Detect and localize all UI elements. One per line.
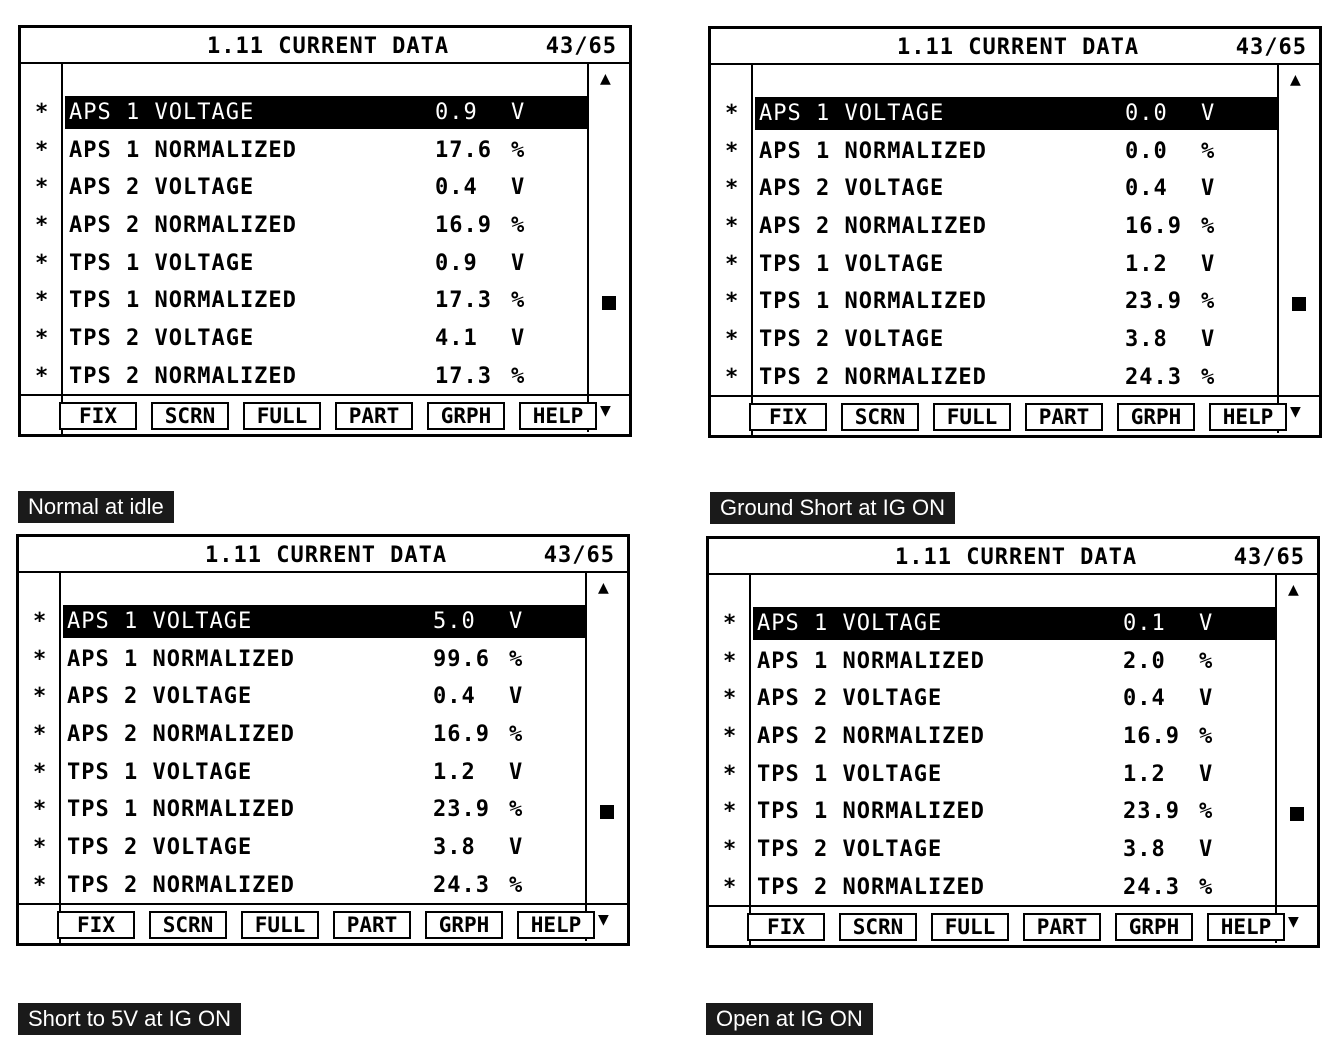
parameter-value: 16.9 [1123, 724, 1180, 750]
fix-marker-icon: * [35, 250, 49, 276]
parameter-unit: % [1199, 799, 1213, 825]
page-counter: 43/65 [1233, 545, 1305, 570]
parameter-value: 0.4 [1125, 176, 1168, 202]
fix-marker-icon: * [725, 214, 739, 240]
fix-marker-icon: * [35, 326, 49, 352]
parameter-value: 0.4 [433, 684, 476, 710]
data-list [709, 605, 1281, 907]
parameter-label: TPS 1 NORMALIZED [69, 288, 297, 314]
parameter-label: TPS 2 VOLTAGE [759, 327, 945, 353]
part-button[interactable]: PART [335, 402, 413, 430]
parameter-unit: % [509, 646, 523, 672]
parameter-value: 99.6 [433, 646, 490, 672]
parameter-unit: V [509, 759, 523, 785]
parameter-value: 24.3 [433, 872, 490, 898]
parameter-value: 24.3 [1125, 364, 1182, 390]
data-row[interactable] [21, 282, 593, 320]
softkey-bar [21, 394, 629, 434]
data-row[interactable] [21, 358, 593, 396]
data-row[interactable] [711, 246, 1283, 284]
parameter-label: APS 2 VOLTAGE [759, 176, 945, 202]
fix-marker-icon: * [33, 872, 47, 898]
parameter-label: APS 1 VOLTAGE [757, 611, 943, 636]
parameter-value: 3.8 [433, 835, 476, 861]
parameter-value: 0.0 [1125, 101, 1168, 126]
full-button[interactable]: FULL [241, 911, 319, 939]
data-row[interactable] [711, 359, 1283, 397]
parameter-value: 2.0 [1123, 648, 1166, 674]
parameter-unit: % [1199, 874, 1213, 900]
fix-marker-icon: * [35, 100, 49, 125]
parameter-label: APS 2 NORMALIZED [757, 724, 985, 750]
data-row[interactable] [711, 208, 1283, 246]
data-row[interactable] [19, 791, 591, 829]
data-row-selected[interactable] [709, 605, 1281, 643]
panel-caption: Ground Short at IG ON [710, 492, 955, 524]
fix-marker-icon: * [723, 724, 737, 750]
parameter-label: TPS 1 VOLTAGE [67, 759, 253, 785]
parameter-unit: V [509, 835, 523, 861]
parameter-unit: V [1201, 327, 1215, 353]
parameter-unit: % [1201, 289, 1215, 315]
parameter-label: TPS 1 NORMALIZED [757, 799, 985, 825]
data-row[interactable] [711, 170, 1283, 208]
fix-marker-icon: * [725, 138, 739, 164]
parameter-unit: V [1201, 101, 1215, 126]
parameter-unit: V [511, 175, 525, 201]
parameter-label: TPS 2 VOLTAGE [757, 837, 943, 863]
parameter-unit: V [509, 609, 523, 634]
fix-marker-icon: * [723, 761, 737, 787]
parameter-label: TPS 1 VOLTAGE [69, 250, 255, 276]
parameter-label: APS 1 VOLTAGE [69, 100, 255, 125]
parameter-label: APS 2 NORMALIZED [67, 722, 295, 748]
fix-button[interactable]: FIX [749, 403, 827, 431]
parameter-unit: V [1199, 611, 1213, 636]
fix-marker-icon: * [723, 837, 737, 863]
screen-title-bar [711, 29, 1319, 65]
parameter-unit: V [1201, 176, 1215, 202]
parameter-value: 23.9 [433, 797, 490, 823]
parameter-unit: V [1199, 837, 1213, 863]
parameter-unit: % [1199, 648, 1213, 674]
data-row[interactable] [709, 680, 1281, 718]
triangle-up-icon[interactable]: ▲ [1290, 69, 1301, 90]
data-row-selected[interactable] [19, 603, 591, 641]
data-row[interactable] [21, 245, 593, 283]
full-button[interactable]: FULL [243, 402, 321, 430]
help-button[interactable]: HELP [1207, 913, 1285, 941]
fix-marker-icon: * [33, 646, 47, 672]
parameter-value: 16.9 [433, 722, 490, 748]
fix-marker-icon: * [33, 722, 47, 748]
scanner-screen-open-circuit [706, 536, 1320, 948]
data-row[interactable] [19, 716, 591, 754]
parameter-unit: V [511, 250, 525, 276]
parameter-unit: V [511, 100, 525, 125]
softkey-bar [709, 905, 1317, 945]
fix-marker-icon: * [35, 288, 49, 314]
parameter-unit: % [511, 213, 525, 239]
parameter-label: TPS 1 NORMALIZED [759, 289, 987, 315]
fix-marker-icon: * [723, 799, 737, 825]
data-row[interactable] [711, 133, 1283, 171]
parameter-label: APS 1 VOLTAGE [759, 101, 945, 126]
parameter-label: TPS 2 NORMALIZED [757, 874, 985, 900]
grph-button[interactable]: GRPH [1117, 403, 1195, 431]
scroll-thumb[interactable] [602, 296, 616, 310]
parameter-unit: V [1201, 251, 1215, 277]
fix-marker-icon: * [35, 175, 49, 201]
data-row[interactable] [21, 320, 593, 358]
data-row[interactable] [709, 718, 1281, 756]
fix-marker-icon: * [723, 611, 737, 636]
parameter-label: TPS 2 NORMALIZED [759, 364, 987, 390]
screen-title: 1.11 CURRENT DATA [895, 545, 1138, 570]
parameter-label: APS 1 NORMALIZED [69, 137, 297, 163]
data-row[interactable] [709, 756, 1281, 794]
fix-marker-icon: * [723, 874, 737, 900]
fix-marker-icon: * [33, 684, 47, 710]
fix-button[interactable]: FIX [747, 913, 825, 941]
help-button[interactable]: HELP [1209, 403, 1287, 431]
data-row[interactable] [711, 321, 1283, 359]
page-counter: 43/65 [545, 34, 617, 59]
data-list [19, 603, 591, 905]
fix-marker-icon: * [723, 648, 737, 674]
parameter-label: APS 1 NORMALIZED [759, 138, 987, 164]
parameter-value: 16.9 [435, 213, 492, 239]
fix-button[interactable]: FIX [59, 402, 137, 430]
data-row[interactable] [709, 831, 1281, 869]
parameter-label: APS 1 NORMALIZED [757, 648, 985, 674]
parameter-label: TPS 2 NORMALIZED [69, 363, 297, 389]
triangle-down-icon[interactable]: ▼ [1290, 401, 1301, 422]
parameter-unit: % [1201, 364, 1215, 390]
fix-marker-icon: * [725, 289, 739, 315]
parameter-value: 23.9 [1123, 799, 1180, 825]
part-button[interactable]: PART [1023, 913, 1101, 941]
full-button[interactable]: FULL [933, 403, 1011, 431]
data-row[interactable] [21, 169, 593, 207]
screen-title-bar [19, 537, 627, 573]
fix-marker-icon: * [723, 686, 737, 712]
panel-caption: Open at IG ON [706, 1003, 873, 1035]
screen-title: 1.11 CURRENT DATA [897, 35, 1140, 60]
page-counter: 43/65 [1235, 35, 1307, 60]
parameter-unit: % [511, 288, 525, 314]
parameter-label: TPS 2 NORMALIZED [67, 872, 295, 898]
parameter-unit: % [509, 797, 523, 823]
parameter-label: TPS 2 VOLTAGE [67, 835, 253, 861]
grph-button[interactable]: GRPH [425, 911, 503, 939]
fix-marker-icon: * [725, 176, 739, 202]
softkey-bar [711, 395, 1319, 435]
parameter-value: 3.8 [1125, 327, 1168, 353]
parameter-unit: % [511, 363, 525, 389]
triangle-up-icon[interactable]: ▲ [600, 68, 611, 89]
parameter-unit: % [1199, 724, 1213, 750]
panel-caption: Short to 5V at IG ON [18, 1003, 241, 1035]
scrn-button[interactable]: SCRN [839, 913, 917, 941]
parameter-label: APS 1 NORMALIZED [67, 646, 295, 672]
data-row[interactable] [711, 283, 1283, 321]
data-row[interactable] [709, 643, 1281, 681]
parameter-label: TPS 1 VOLTAGE [757, 761, 943, 787]
scanner-screen-ground-short [708, 26, 1322, 438]
data-row[interactable] [19, 829, 591, 867]
parameter-label: APS 2 NORMALIZED [69, 213, 297, 239]
scroll-thumb[interactable] [1290, 807, 1304, 821]
parameter-label: TPS 1 NORMALIZED [67, 797, 295, 823]
fix-marker-icon: * [35, 363, 49, 389]
parameter-unit: V [1199, 686, 1213, 712]
triangle-down-icon[interactable]: ▼ [600, 400, 611, 421]
parameter-value: 1.2 [1125, 251, 1168, 277]
parameter-label: APS 1 VOLTAGE [67, 609, 253, 634]
triangle-down-icon[interactable]: ▼ [598, 909, 609, 930]
data-row[interactable] [19, 678, 591, 716]
parameter-unit: V [509, 684, 523, 710]
parameter-value: 17.6 [435, 137, 492, 163]
data-list [21, 94, 593, 396]
fix-marker-icon: * [725, 364, 739, 390]
parameter-unit: % [1201, 214, 1215, 240]
grph-button[interactable]: GRPH [427, 402, 505, 430]
parameter-value: 24.3 [1123, 874, 1180, 900]
data-row[interactable] [21, 132, 593, 170]
softkey-bar [19, 903, 627, 943]
parameter-label: APS 2 NORMALIZED [759, 214, 987, 240]
data-row[interactable] [709, 793, 1281, 831]
scrollbar[interactable] [587, 62, 629, 432]
part-button[interactable]: PART [333, 911, 411, 939]
fix-marker-icon: * [33, 609, 47, 634]
scrn-button[interactable]: SCRN [151, 402, 229, 430]
help-button[interactable]: HELP [517, 911, 595, 939]
fix-marker-icon: * [33, 759, 47, 785]
parameter-unit: V [1199, 761, 1213, 787]
data-row[interactable] [19, 754, 591, 792]
parameter-unit: % [509, 722, 523, 748]
scrollbar[interactable] [1275, 573, 1317, 943]
fix-marker-icon: * [33, 797, 47, 823]
scroll-thumb[interactable] [1292, 297, 1306, 311]
scrn-button[interactable]: SCRN [149, 911, 227, 939]
scrollbar[interactable] [585, 571, 627, 941]
parameter-label: APS 2 VOLTAGE [67, 684, 253, 710]
data-row[interactable] [19, 641, 591, 679]
triangle-up-icon[interactable]: ▲ [1288, 579, 1299, 600]
screen-title-bar [21, 28, 629, 64]
scrollbar[interactable] [1277, 63, 1319, 433]
screen-title: 1.11 CURRENT DATA [207, 34, 450, 59]
parameter-label: TPS 2 VOLTAGE [69, 326, 255, 352]
parameter-label: APS 2 VOLTAGE [757, 686, 943, 712]
page-counter: 43/65 [543, 543, 615, 568]
scrn-button[interactable]: SCRN [841, 403, 919, 431]
scanner-screen-normal-idle [18, 25, 632, 437]
data-row-selected[interactable] [711, 95, 1283, 133]
fix-marker-icon: * [35, 213, 49, 239]
parameter-value: 3.8 [1123, 837, 1166, 863]
parameter-value: 0.1 [1123, 611, 1166, 636]
scroll-thumb[interactable] [600, 805, 614, 819]
parameter-value: 0.9 [435, 100, 478, 125]
parameter-label: APS 2 VOLTAGE [69, 175, 255, 201]
parameter-value: 4.1 [435, 326, 478, 352]
fix-marker-icon: * [33, 835, 47, 861]
fix-marker-icon: * [35, 137, 49, 163]
parameter-value: 5.0 [433, 609, 476, 634]
fix-button[interactable]: FIX [57, 911, 135, 939]
parameter-value: 0.4 [1123, 686, 1166, 712]
parameter-value: 1.2 [1123, 761, 1166, 787]
parameter-value: 17.3 [435, 363, 492, 389]
parameter-label: TPS 1 VOLTAGE [759, 251, 945, 277]
parameter-value: 0.9 [435, 250, 478, 276]
parameter-unit: % [1201, 138, 1215, 164]
panel-caption: Normal at idle [18, 491, 174, 523]
parameter-value: 16.9 [1125, 214, 1182, 240]
parameter-unit: % [511, 137, 525, 163]
data-row-selected[interactable] [21, 94, 593, 132]
triangle-down-icon[interactable]: ▼ [1288, 911, 1299, 932]
parameter-value: 23.9 [1125, 289, 1182, 315]
grph-button[interactable]: GRPH [1115, 913, 1193, 941]
help-button[interactable]: HELP [519, 402, 597, 430]
data-list [711, 95, 1283, 397]
parameter-unit: V [511, 326, 525, 352]
parameter-unit: % [509, 872, 523, 898]
fix-marker-icon: * [725, 101, 739, 126]
data-row[interactable] [19, 867, 591, 905]
scanner-screen-short-5v [16, 534, 630, 946]
data-row[interactable] [21, 207, 593, 245]
fix-marker-icon: * [725, 327, 739, 353]
parameter-value: 0.4 [435, 175, 478, 201]
triangle-up-icon[interactable]: ▲ [598, 577, 609, 598]
full-button[interactable]: FULL [931, 913, 1009, 941]
parameter-value: 0.0 [1125, 138, 1168, 164]
screen-title-bar [709, 539, 1317, 575]
parameter-value: 1.2 [433, 759, 476, 785]
part-button[interactable]: PART [1025, 403, 1103, 431]
data-row[interactable] [709, 869, 1281, 907]
parameter-value: 17.3 [435, 288, 492, 314]
fix-marker-icon: * [725, 251, 739, 277]
screen-title: 1.11 CURRENT DATA [205, 543, 448, 568]
